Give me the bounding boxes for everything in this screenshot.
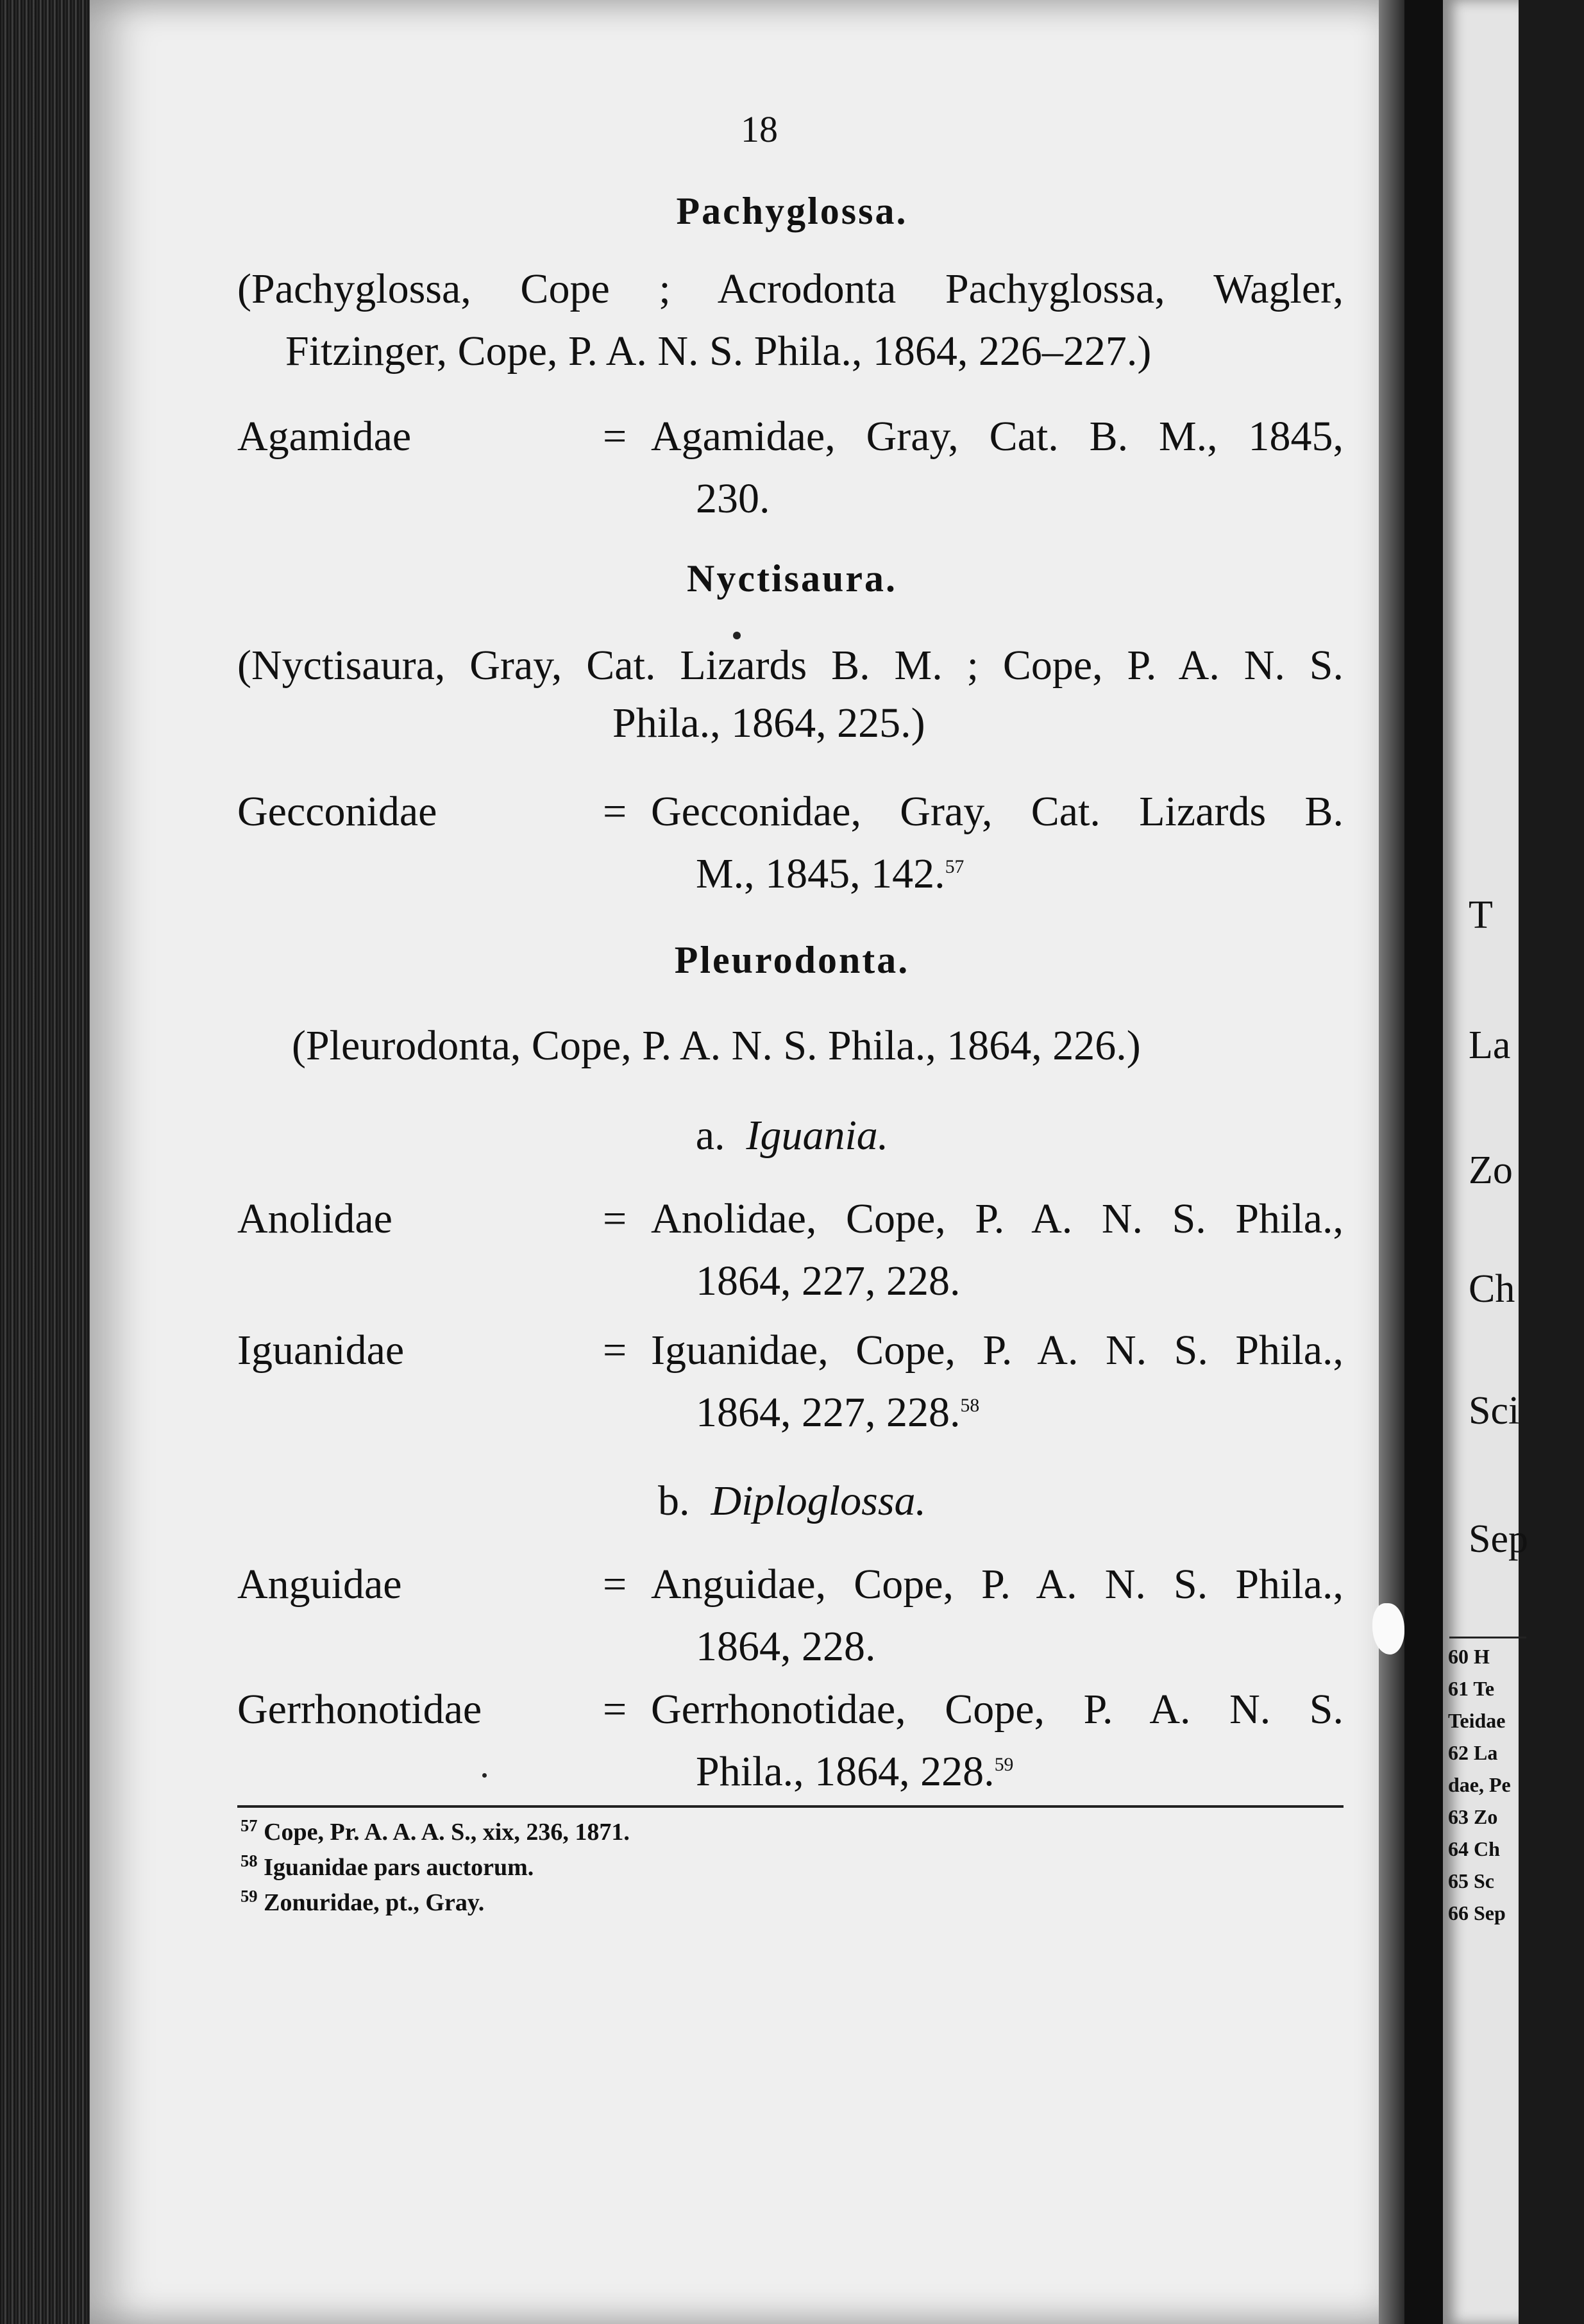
adjacent-fragment: Zo <box>1469 1149 1513 1192</box>
reference-line: Iguanidae, Cope, P. A. N. S. Phila., <box>651 1327 1344 1374</box>
reference-line: 1864, 227, 228.58 <box>696 1389 980 1436</box>
reference-line: Gecconidae, Gray, Cat. Lizards B. <box>651 788 1344 835</box>
reference-line: Anguidae, Cope, P. A. N. S. Phila., <box>651 1561 1344 1608</box>
page-gutter-shadow <box>1379 0 1404 2324</box>
adjacent-fragment: La <box>1469 1023 1511 1067</box>
family-name: Gecconidae <box>237 788 437 835</box>
subgroup-heading: b. Diploglossa. <box>657 1478 927 1524</box>
page-edge <box>1404 0 1443 2324</box>
adjacent-footnote-rule <box>1449 1637 1526 1638</box>
page-number: 18 <box>741 108 778 150</box>
footnote-marker: 57 <box>945 857 965 877</box>
adjacent-footnote: dae, Pe <box>1448 1773 1511 1796</box>
reference-line: Agamidae, Gray, Cat. B. M., 1845, <box>651 413 1344 460</box>
equals-sign: = <box>603 1327 627 1374</box>
adjacent-footnote: 63 Zo <box>1448 1805 1498 1828</box>
footnote-marker: 59 <box>994 1755 1014 1775</box>
reference-line: Anolidae, Cope, P. A. N. S. Phila., <box>651 1195 1344 1242</box>
reference-line: Gerrhonotidae, Cope, P. A. N. S. <box>651 1686 1344 1733</box>
subgroup-heading: a. Iguania. <box>695 1112 889 1159</box>
synonymy-line: (Nyctisaura, Gray, Cat. Lizards B. M. ; Cope, P. A. N. S. <box>237 642 1344 689</box>
footnote: $^{59}$ Zonuridae, pt., Gray. <box>240 1886 485 1916</box>
adjacent-page <box>1443 0 1528 2324</box>
reference-line: 1864, 227, 228. <box>696 1258 961 1304</box>
equals-sign: = <box>603 413 627 460</box>
family-name: Anguidae <box>237 1561 402 1608</box>
synonymy-line: (Pleurodonta, Cope, P. A. N. S. Phila., 1864, 226.) <box>292 1022 1141 1069</box>
adjacent-footnote: 60 H <box>1448 1645 1490 1668</box>
adjacent-fragment: Sci <box>1469 1389 1520 1433</box>
footnote-marker: 58 <box>960 1395 980 1416</box>
equals-sign: = <box>603 788 627 835</box>
stray-mark <box>482 1773 487 1778</box>
family-name: Agamidae <box>237 413 412 460</box>
family-name: Gerrhonotidae <box>237 1686 482 1733</box>
equals-sign: = <box>603 1686 627 1733</box>
reference-line: Phila., 1864, 228.59 <box>696 1748 1014 1795</box>
equals-sign: = <box>603 1195 627 1242</box>
synonymy-line: Fitzinger, Cope, P. A. N. S. Phila., 1864, 226–227.) <box>285 328 1152 375</box>
reference-line: 230. <box>696 475 770 522</box>
adjacent-fragment: Sep <box>1469 1517 1528 1561</box>
equals-sign: = <box>603 1561 627 1608</box>
adjacent-fragment: T <box>1469 893 1493 937</box>
footnote-rule <box>237 1805 1344 1808</box>
synonymy-line: Phila., 1864, 225.) <box>612 700 925 746</box>
family-name: Anolidae <box>237 1195 392 1242</box>
adjacent-footnote: 65 Sc <box>1448 1869 1494 1892</box>
adjacent-footnote: 64 Ch <box>1448 1837 1500 1860</box>
section-heading: Pachyglossa. <box>676 190 908 232</box>
family-name: Iguanidae <box>237 1327 405 1374</box>
adjacent-footnote: Teidae <box>1448 1709 1506 1732</box>
stray-mark <box>733 632 741 639</box>
reference-line: 1864, 228. <box>696 1623 876 1670</box>
adjacent-footnote: 61 Te <box>1448 1677 1495 1700</box>
synonymy-line: (Pachyglossa, Cope ; Acrodonta Pachyglossa, Wagler, <box>237 265 1344 312</box>
adjacent-fragment: Ch <box>1469 1267 1515 1311</box>
adjacent-footnote: 66 Sep <box>1448 1901 1506 1924</box>
adjacent-footnote: 62 La <box>1448 1741 1498 1764</box>
section-heading: Nyctisaura. <box>687 557 897 600</box>
reference-line: M., 1845, 142.57 <box>696 850 965 897</box>
footnote: $^{58}$ Iguanidae pars auctorum. <box>240 1851 534 1881</box>
book-spine <box>0 0 96 2324</box>
section-heading: Pleurodonta. <box>674 939 910 981</box>
footnote: $^{57}$ Cope, Pr. A. A. A. S., xix, 236, 1871. <box>240 1815 630 1846</box>
